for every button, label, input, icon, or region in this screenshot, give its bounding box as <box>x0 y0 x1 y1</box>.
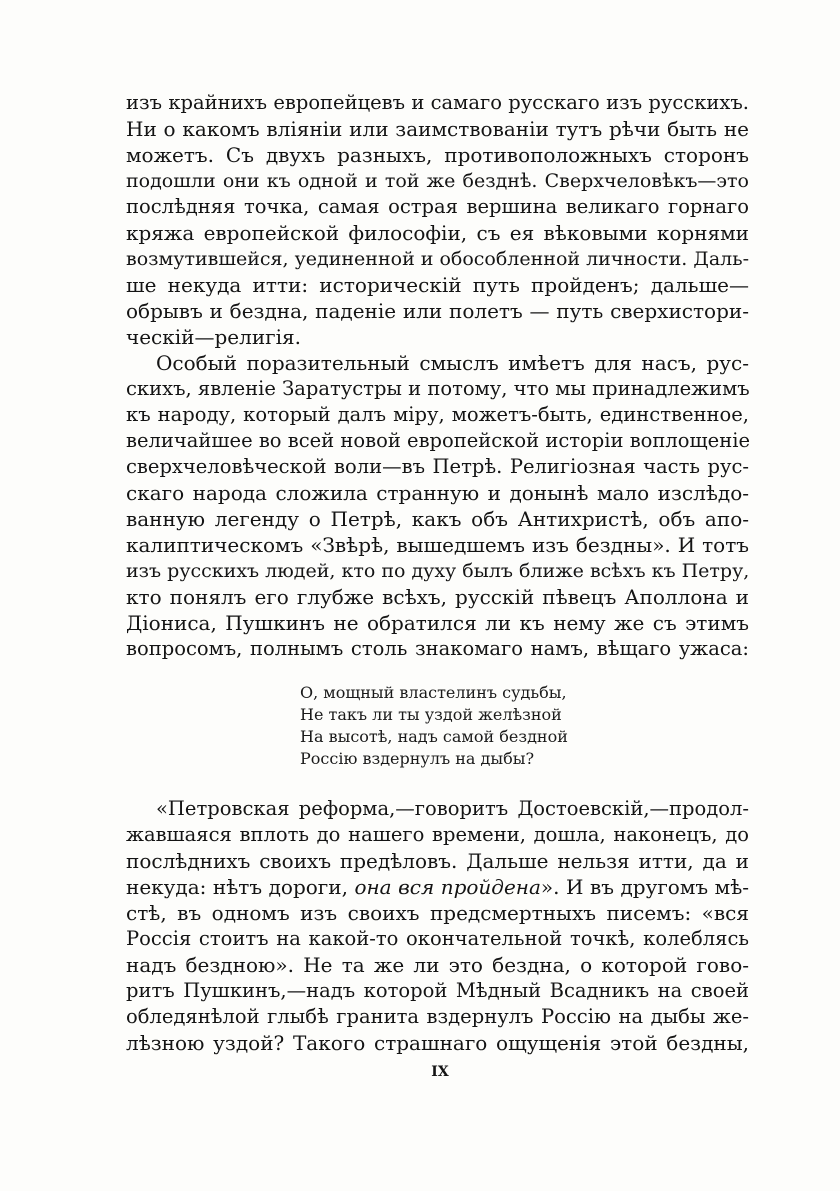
text-line: къ народу, который далъ міру, можетъ-быть, единственное, <box>126 403 749 426</box>
paragraph-3 <box>126 796 749 1056</box>
text-line: ванную легенду о Петрѣ, какъ объ Антихристѣ, объ апо- <box>126 507 749 531</box>
text-line: изъ русскихъ людей, кто по духу былъ ближе всѣхъ къ Петру, <box>126 560 750 582</box>
text-line: Ни о какомъ вліяніи или заимствованіи тутъ рѣчи быть не <box>126 117 749 141</box>
text-line: сверхчеловѣческой воли—въ Петрѣ. Религіозная часть рус- <box>126 455 749 478</box>
text-line: надъ бездною». Не та же ли это бездна, о которой гово- <box>126 953 749 977</box>
text-line: кряжа европейской философіи, съ ея вѣковыми корнями <box>126 221 749 245</box>
text-line: послѣдняя точка, самая острая вершина великаго горнаго <box>126 195 749 218</box>
text-line: ритъ Пушкинъ,—надъ которой Мѣдный Всадникъ на своей <box>126 979 749 1002</box>
text-line: обрывъ и бездна, паденіе или полетъ — путь сверхистори- <box>126 299 749 323</box>
text-line: подошли они къ одной и той же безднѣ. Сверхчеловѣкъ—это <box>126 170 749 192</box>
text-line: скихъ, явленіе Заратустры и потому, что мы принадлежимъ <box>126 377 750 400</box>
text-line: кто понялъ его глубже всѣхъ, русскій пѣвецъ Аполлона и <box>126 585 749 609</box>
text-line: возмутившейся, уединенной и обособленной личности. Даль- <box>126 248 749 270</box>
text-line: величайшее во всей новой европейской исторіи воплощеніе <box>126 429 750 452</box>
text-line: лѣзною уздой? Такого страшнаго ощущенія этой бездны, <box>126 1031 749 1055</box>
verse-line: О, мощный властелинъ судьбы, <box>300 683 567 702</box>
text-line-with-italic <box>126 874 749 900</box>
text-segment: ». И въ другомъ мѣ- <box>540 875 750 899</box>
verse-line: Россію вздернулъ на дыбы? <box>300 749 535 768</box>
text-line: стѣ, въ одномъ изъ своихъ предсмертныхъ писемъ: «вся <box>126 901 749 925</box>
text-line: обледянѣлой глыбѣ гранита вздернулъ Россію на дыбы же- <box>126 1005 749 1028</box>
text-line: изъ крайнихъ европейцевъ и самаго русскаго изъ русскихъ. <box>126 91 749 114</box>
text-line: «Петровская реформа,—говоритъ Достоевскій,—продол- <box>156 797 749 820</box>
text-line: Діониса, Пушкинъ не обратился ли къ нему же съ этимъ <box>126 611 749 635</box>
paragraph-1 <box>126 90 749 350</box>
text-line: Россія стоитъ на какой-то окончательной точкѣ, колеблясь <box>126 927 749 950</box>
text-line: ше некуда итти: историческій путь пройденъ; дальше— <box>126 273 749 297</box>
text-line: калиптическомъ «Звѣрѣ, вышедшемъ изъ бездны». И тотъ <box>126 533 749 557</box>
text-line: вопросомъ, полнымъ столь знакомаго намъ, вѣщаго ужаса: <box>126 637 749 660</box>
text-segment: некуда: нѣтъ дороги, <box>126 875 355 899</box>
verse-line: На высотѣ, надъ самой бездной <box>300 727 568 746</box>
text-line: ческій—религія. <box>126 325 302 349</box>
paragraph-2 <box>126 350 749 662</box>
text-line: скаго народа сложила странную и донынѣ мало изслѣдо- <box>126 481 749 505</box>
text-line: можетъ. Съ двухъ разныхъ, противоположныхъ сторонъ <box>126 143 749 167</box>
pushkin-verse <box>300 682 620 770</box>
text-line: жавшаяся вплоть до нашего времени, дошла, наконецъ, до <box>126 823 749 846</box>
text-line: послѣднихъ своихъ предѣловъ. Дальше нельзя итти, да и <box>126 849 749 873</box>
text-line: Особый поразительный смыслъ имѣетъ для насъ, рус- <box>156 351 749 375</box>
page-number: IX <box>431 1064 449 1080</box>
verse-line: Не такъ ли ты уздой желѣзной <box>300 705 562 724</box>
italic-quote: она вся пройдена <box>354 875 541 899</box>
